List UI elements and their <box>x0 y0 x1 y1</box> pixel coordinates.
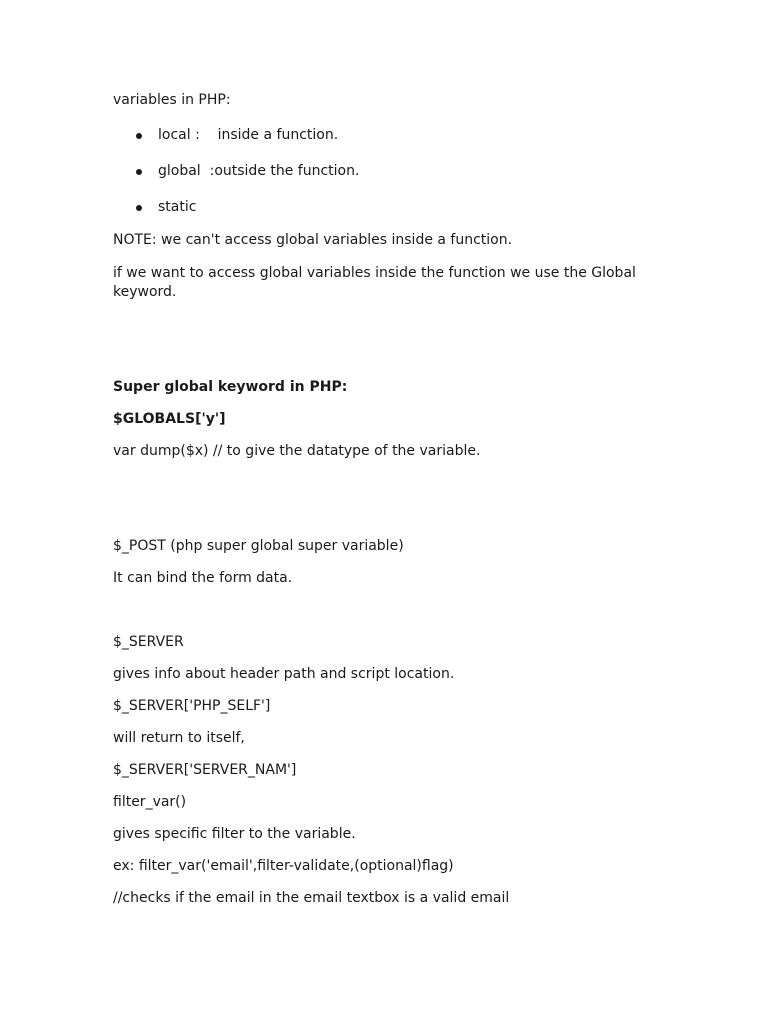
bullet-item-local: local : inside a function. <box>158 127 339 143</box>
bullet-item-global: global :outside the function. <box>158 163 360 179</box>
post-description: It can bind the form data. <box>113 570 293 586</box>
super-global-heading: Super global keyword in PHP: <box>113 379 348 395</box>
filter-comment: //checks if the email in the email textbox is a valid email <box>113 890 510 906</box>
filter-example: ex: filter_var('email',filter-validate,(optional)flag) <box>113 858 454 874</box>
globals-example: $GLOBALS['y'] <box>113 411 226 427</box>
server-php-self: $_SERVER['PHP_SELF'] <box>113 698 271 714</box>
post-text: $_POST (php super global super variable) <box>113 538 404 554</box>
bullet-marker <box>136 205 142 211</box>
server-text: $_SERVER <box>113 634 184 650</box>
server-name: $_SERVER['SERVER_NAM'] <box>113 762 297 778</box>
php-self-description: will return to itself, <box>113 730 245 746</box>
server-description: gives info about header path and script location. <box>113 666 455 682</box>
filter-var-text: filter_var() <box>113 794 187 810</box>
bullet-marker <box>136 133 142 139</box>
note-text: NOTE: we can't access global variables inside a function. <box>113 232 513 248</box>
global-paragraph: if we want to access global variables inside the function we use the Global keyword. <box>113 265 641 300</box>
var-dump-text: var dump($x) // to give the datatype of the variable. <box>113 443 481 459</box>
filter-description: gives specific filter to the variable. <box>113 826 356 842</box>
bullet-item-static: static <box>158 199 197 215</box>
intro-text: variables in PHP: <box>113 92 231 108</box>
bullet-marker <box>136 169 142 175</box>
